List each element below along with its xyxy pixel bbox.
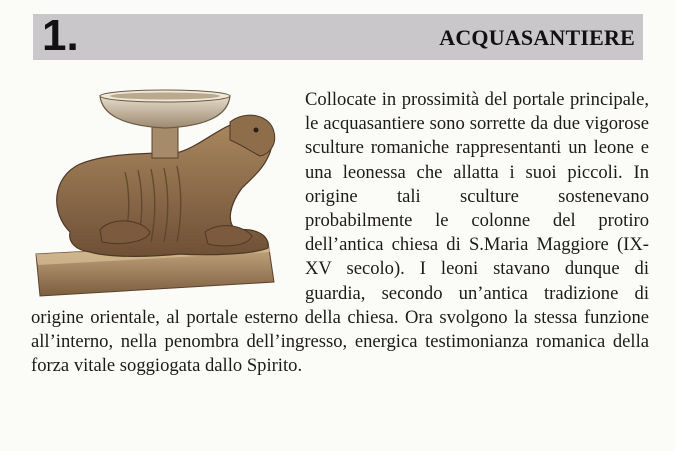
article-body	[31, 88, 649, 378]
section-number: 1.	[42, 11, 79, 60]
image-wrap-spacer	[31, 88, 305, 302]
section-title: ACQUASANTIERE	[439, 25, 635, 50]
article-text: Collocate in prossimità del portale principale, le acquasantiere sono sorrette da due vigorose sculture romaniche rappresentanti un leone e una leonessa che allatta i suoi piccoli. In origine tali sculture sostenevano probabilmente le colonne del protiro dell’antica chiesa di S.Maria Maggiore (IX-XV secolo). I leoni stavano dunque di guardia, secondo un’antica tradizione di origine orientale, al portale esterno della chiesa. Ora svolgono la stessa funzione all’interno, nella penombra dell’ingresso, energica testimonianza romanica della forza vitale soggiogata dallo Spirito.	[31, 89, 649, 377]
section-header	[33, 11, 643, 60]
